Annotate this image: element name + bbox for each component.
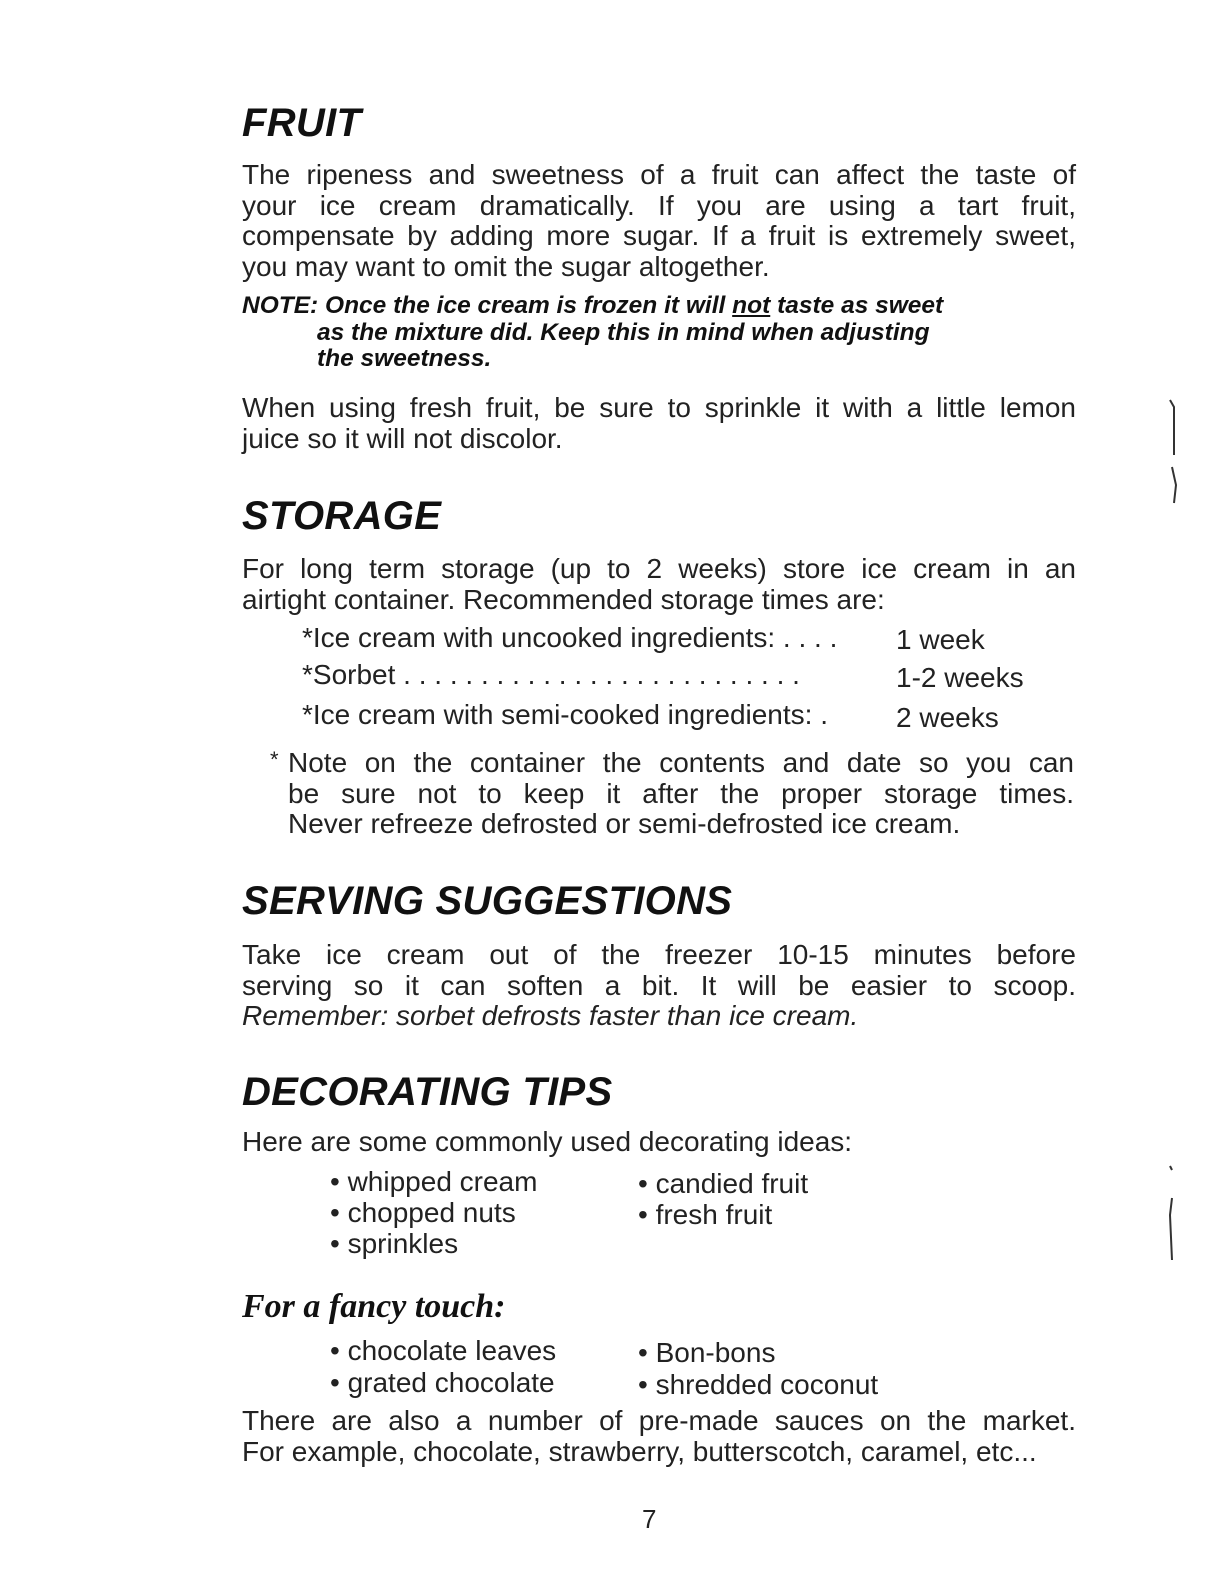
- fruit-note: [242, 293, 1072, 373]
- decor-item-candied-fruit: • candied fruit: [638, 1168, 809, 1199]
- decor-item-chopped-nuts: • chopped nuts: [330, 1197, 516, 1228]
- margin-bracket-mark: [1160, 395, 1184, 515]
- decorating-heading: DECORATING TIPS: [242, 1070, 613, 1114]
- fruit-heading: FRUIT: [242, 101, 362, 145]
- storage-footnote: [288, 748, 1074, 840]
- serving-remember-line: [242, 1001, 1076, 1032]
- fruit-line-2: your ice cream dramatically. If you are using a tart fruit,: [242, 189, 1076, 221]
- storage-item-3: *Ice cream with semi-cooked ingredients: .: [302, 699, 828, 730]
- fruit-line-1: The ripeness and sweetness of a fruit can affect the taste of: [242, 159, 1076, 190]
- decor-item-whipped-cream: • whipped cream: [330, 1166, 538, 1197]
- note-not: not: [732, 292, 771, 319]
- fancy-item-chocolate-leaves: • chocolate leaves: [330, 1335, 557, 1366]
- storage-value-1: 1 week: [896, 624, 985, 655]
- fancy-item-grated-chocolate: • grated chocolate: [330, 1367, 555, 1398]
- page-number: 7: [642, 1504, 657, 1534]
- fancy-touch-heading: For a fancy touch:: [242, 1288, 506, 1325]
- fancy-item-shredded-coconut: • shredded coconut: [638, 1369, 879, 1400]
- serving-line-1: Take ice cream out of the freezer 10-15 minutes before: [242, 939, 1076, 970]
- margin-tick-mark: [1158, 1160, 1182, 1270]
- note-line-2: as the mixture did. Keep this in mind when adjusting: [317, 318, 930, 346]
- fancy-item-bon-bons: • Bon-bons: [638, 1337, 776, 1368]
- storage-item-2: *Sorbet . . . . . . . . . . . . . . . . . . . . . . . . . .: [302, 659, 800, 690]
- closing-paragraph: [242, 1406, 1076, 1467]
- storage-intro-line-1: For long term storage (up to 2 weeks) store ice cream in an: [242, 553, 1076, 584]
- fruit-line-3: compensate by adding more sugar. If a fruit is extremely sweet,: [242, 220, 1076, 251]
- closing-line-2: For example, chocolate, strawberry, butterscotch, caramel, etc...: [242, 1435, 1037, 1467]
- remember-label: Remember:: [242, 1000, 389, 1031]
- fruit-p2-line-2: juice so it will not discolor.: [242, 422, 563, 454]
- footnote-line-1: Note on the container the contents and date so you can: [288, 747, 1074, 778]
- remember-text: sorbet defrosts faster than ice cream.: [396, 1000, 859, 1031]
- storage-heading: STORAGE: [242, 494, 442, 538]
- note-pre: Once the ice cream is frozen it will: [325, 292, 726, 319]
- storage-item-1: *Ice cream with uncooked ingredients: . . . .: [302, 622, 838, 653]
- storage-value-3: 2 weeks: [896, 702, 999, 733]
- decor-item-sprinkles: • sprinkles: [330, 1228, 459, 1259]
- note-post: taste as sweet: [777, 292, 944, 319]
- storage-intro-line-2: airtight container. Recommended storage times are:: [242, 583, 885, 615]
- storage-intro: [242, 554, 1076, 615]
- decor-item-fresh-fruit: • fresh fruit: [638, 1199, 773, 1230]
- fruit-paragraph: [242, 160, 1076, 282]
- serving-line-2: serving so it can soften a bit. It will be easier to scoop.: [242, 969, 1076, 1001]
- serving-heading: SERVING SUGGESTIONS: [242, 879, 733, 923]
- footnote-star: *: [270, 747, 279, 772]
- decorating-intro: Here are some commonly used decorating ideas:: [242, 1126, 853, 1157]
- footnote-line-2: be sure not to keep it after the proper storage times.: [288, 777, 1074, 809]
- fruit-line-4: you may want to omit the sugar altogether.: [242, 250, 770, 282]
- note-line-3: the sweetness.: [317, 345, 492, 372]
- footnote-line-3: Never refreeze defrosted or semi-defrosted ice cream.: [288, 808, 961, 839]
- closing-line-1: There are also a number of pre-made sauces on the market.: [242, 1405, 1076, 1436]
- fruit-p2-line-1: When using fresh fruit, be sure to sprinkle it with a little lemon: [242, 392, 1076, 423]
- serving-paragraph: [242, 940, 1076, 1032]
- storage-value-2: 1-2 weeks: [896, 662, 1024, 693]
- fruit-paragraph-2: [242, 393, 1076, 454]
- note-label: NOTE:: [242, 292, 319, 319]
